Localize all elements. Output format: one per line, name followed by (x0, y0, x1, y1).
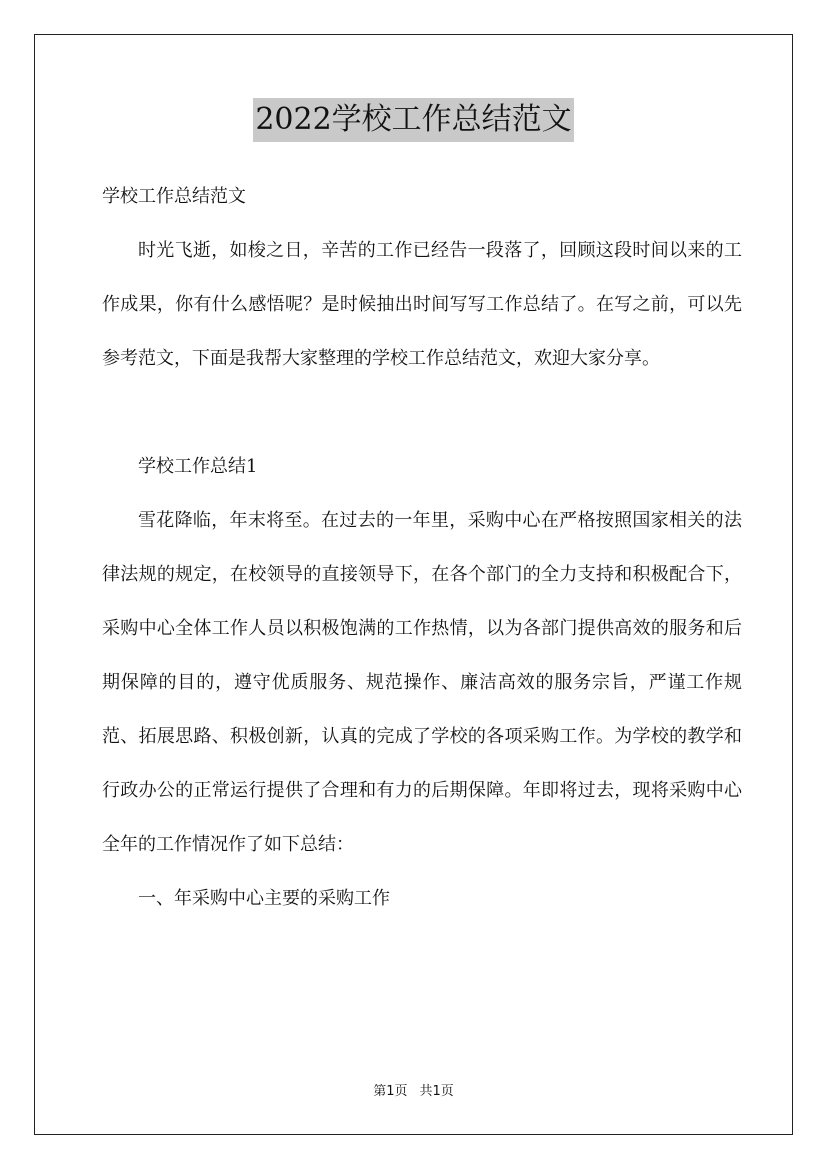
section-heading-1: 学校工作总结1 (138, 456, 258, 477)
title-container (0, 98, 827, 142)
page-footer (0, 1082, 827, 1102)
page-total: 共1页 (419, 1084, 454, 1099)
blank-line (102, 386, 742, 440)
document-title: 2022学校工作总结范文 (253, 98, 573, 142)
section-heading-2: 一、年采购中心主要的采购工作 (138, 888, 390, 909)
body-paragraph-1: 雪花降临，年末将至。在过去的一年里，采购中心在严格按照国家相关的法律法规的规定，在校领导的直接领导下，在各个部门的全力支持和积极配合下，采购中心全体工作人员以积极饱满的工作热情，以为各部门提供高效的服务和后期保障的目的，遵守优质服务、规范操作、廉洁高效的服务宗旨，严谨工作规范、拓展思路、积极创新，认真的完成了学校的各项采购工作。为学校的教学和行政办公的正常运行提供了合理和有力的后期保障。年即将过去，现将采购中心全年的工作情况作了如下总结： (102, 510, 742, 855)
document-subtitle: 学校工作总结范文 (102, 186, 246, 207)
intro-paragraph: 时光飞逝，如梭之日，辛苦的工作已经告一段落了，回顾这段时间以来的工作成果，你有什么感悟呢？是时候抽出时间写写工作总结了。在写之前，可以先参考范文，下面是我帮大家整理的学校工作总结范文，欢迎大家分享。 (102, 240, 742, 369)
page-number: 第1页 (373, 1084, 408, 1099)
document-body (102, 170, 742, 926)
